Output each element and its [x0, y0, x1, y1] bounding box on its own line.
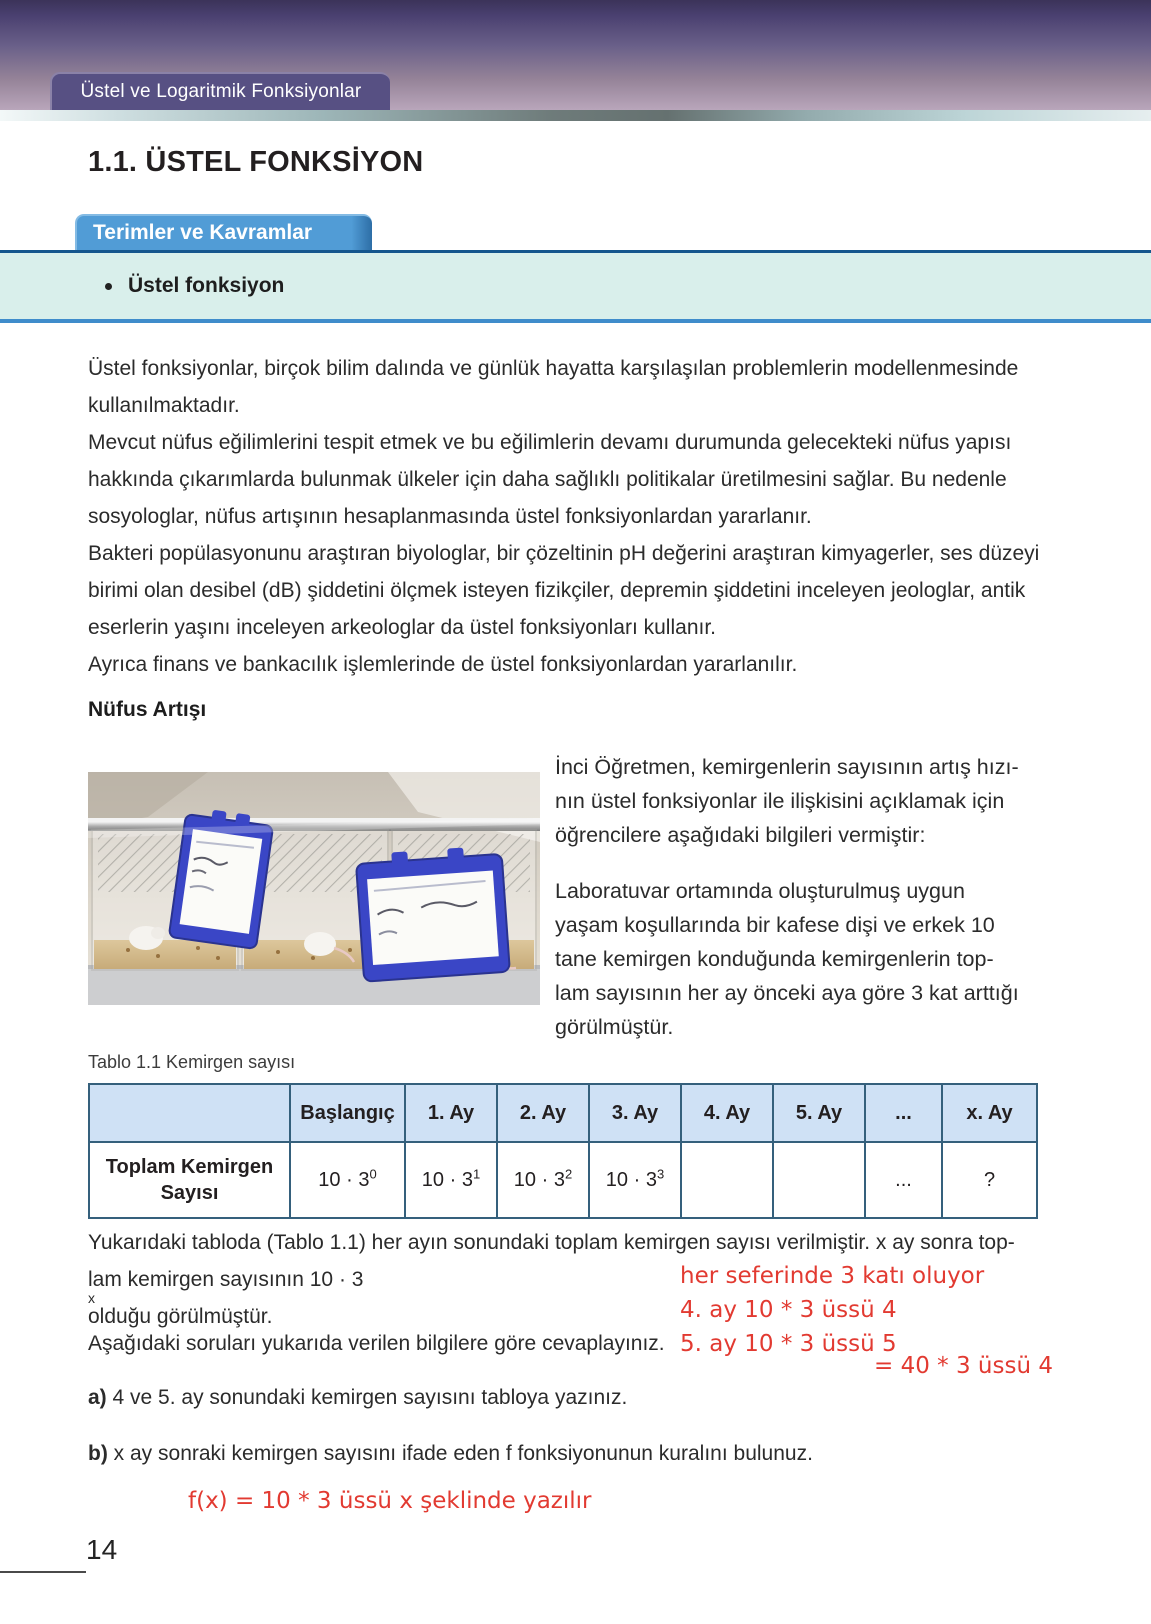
intro-paragraph-2 [88, 424, 1023, 535]
table-header-cell: 5. Ay [773, 1084, 865, 1142]
ink-note-equivalent: = 40 * 3 üssü 4 [874, 1353, 1053, 1379]
text-line: lam sayısının her ay önceki aya göre 3 kat arttığı [555, 981, 1019, 1005]
ink-note-function-rule: f(x) = 10 * 3 üssü x şeklinde yazılır [188, 1488, 592, 1514]
text-line: Üstel fonksiyonlar, birçok bilim dalında ve günlük hayatta karşılaşılan problemlerin modellenmesinde [88, 357, 1019, 380]
value-base: 10 · 3 [513, 1168, 565, 1191]
text-line: sosyologlar, nüfus artışının hesaplanmasında üstel fonksiyonlardan yararlanır. [88, 505, 812, 528]
chapter-tab [50, 72, 390, 110]
value-exponent: 0 [369, 1165, 377, 1181]
text-line: kullanılmaktadır. [88, 394, 240, 417]
text-line: tane kemirgen konduğunda kemirgenlerin top- [555, 947, 994, 971]
table-value-cell [589, 1142, 681, 1218]
table-value-cell [497, 1142, 589, 1218]
table-value-cell [773, 1142, 865, 1218]
question-a [88, 1386, 627, 1410]
table-header-cell: 4. Ay [681, 1084, 773, 1142]
table-value-cell [681, 1142, 773, 1218]
terms-banner-label: Terimler ve Kavramlar [93, 221, 313, 244]
question-a-label: a) [88, 1386, 107, 1409]
table-header-cell: Başlangıç [290, 1084, 405, 1142]
figure-side-text [555, 750, 1025, 1044]
table-data-row [89, 1142, 1037, 1218]
value-base: 10 · 3 [421, 1168, 473, 1191]
intro-paragraph-1 [88, 350, 1023, 424]
table-header-cell [89, 1084, 290, 1142]
intro-paragraph-3 [88, 535, 1040, 683]
text-line: Laboratuvar ortamında oluşturulmuş uygun [555, 879, 965, 903]
text-line: öğrencilere aşağıdaki bilgileri vermiştir: [555, 823, 926, 847]
page-number-rule [0, 1571, 86, 1573]
page-number: 14 [86, 1534, 118, 1565]
value-base: ? [983, 1168, 996, 1191]
text-line: hakkında çıkarımlarda bulunmak ülkeler için daha sağlıklı politikalar üretilmesini sağlar. Bu nedenle [88, 468, 1007, 491]
text-line: yaşam koşullarında bir kafese dişi ve erkek 10 [555, 913, 995, 937]
chapter-header-band [0, 0, 1151, 110]
table-caption: Tablo 1.1 Kemirgen sayısı [88, 1052, 296, 1072]
text-line: Yukarıdaki tabloda (Tablo 1.1) her ayın sonundaki toplam kemirgen sayısı verilmiştir. x ay sonra top- [88, 1231, 1015, 1254]
lab-mice-cages-photo [88, 772, 540, 1005]
text-line: Mevcut nüfus eğilimlerini tespit etmek ve bu eğilimlerin devamı durumunda gelecekteki nüfus yapısı [88, 431, 1012, 454]
value-exponent: 3 [656, 1165, 665, 1181]
value-base: 10 · 3 [605, 1168, 657, 1191]
term-list-item [105, 274, 284, 298]
text-line: nın üstel fonksiyonlar ile ilişkisini açıklamak için [555, 789, 1005, 813]
ink-note-month5: 5. ay 10 * 3 üssü 5 [680, 1331, 897, 1357]
question-b [88, 1442, 813, 1466]
text-line: lam kemirgen sayısının 10 · 3 x olduğu görülmüştür. [88, 1261, 1023, 1335]
text-line: Bakteri popülasyonunu araştıran biyologlar, bir çözeltinin pH değerini araştıran kimyagerler, ses düzeyi [88, 542, 1040, 565]
table-value-cell [865, 1142, 942, 1218]
section-heading: Nüfus Artışı [88, 698, 207, 721]
table-header-row [89, 1084, 1037, 1142]
text-line: İnci Öğretmen, kemirgenlerin sayısının artış hızı- [555, 755, 1019, 779]
terms-banner [75, 214, 372, 250]
question-a-text: 4 ve 5. ay sonundaki kemirgen sayısını tabloya yazınız. [112, 1386, 628, 1409]
text-line: Ayrıca finans ve bankacılık işlemlerinde de üstel fonksiyonlardan yararlanılır. [88, 653, 798, 676]
text-line: görülmüştür. [555, 1015, 674, 1039]
header-accent-stripe [0, 110, 1151, 121]
value-exponent: 1 [472, 1165, 481, 1181]
value-base: 10 · 3 [318, 1168, 370, 1191]
value-base: ... [895, 1168, 912, 1191]
text-tail: olduğu görülmüştür. [88, 1305, 273, 1328]
bullet-icon [105, 283, 112, 290]
table-header-cell: 3. Ay [589, 1084, 681, 1142]
cage-label-card [355, 845, 510, 982]
value-exponent: 2 [564, 1165, 573, 1181]
table-header-cell: ... [865, 1084, 942, 1142]
question-b-label: b) [88, 1442, 108, 1465]
page-title: 1.1. ÜSTEL FONKSİYON [88, 146, 424, 178]
table-header-cell: 2. Ay [497, 1084, 589, 1142]
questions-intro: Aşağıdaki soruları yukarıda verilen bilgilere göre cevaplayınız. [88, 1332, 665, 1355]
ink-note-month4: 4. ay 10 * 3 üssü 4 [680, 1297, 897, 1323]
ink-note-multiplier: her seferinde 3 katı oluyor [680, 1263, 985, 1289]
table-value-cell [942, 1142, 1037, 1218]
text-line: eserlerin yaşını inceleyen arkeologlar da üstel fonksiyonları kullanır. [88, 616, 717, 639]
chapter-tab-label: Üstel ve Logaritmik Fonksiyonlar [80, 81, 362, 102]
text-line: birimi olan desibel (dB) şiddetini ölçmek isteyen fizikçiler, depremin şiddetini inceleyen jeologlar, antik [88, 579, 1026, 602]
table-header-cell: 1. Ay [405, 1084, 497, 1142]
table-value-cell [290, 1142, 405, 1218]
term-label: Üstel fonksiyon [128, 274, 285, 297]
row-label-cell: Toplam Kemirgen Sayısı [89, 1142, 290, 1218]
terms-band [0, 250, 1151, 323]
table-header-cell: x. Ay [942, 1084, 1037, 1142]
question-b-text: x ay sonraki kemirgen sayısını ifade eden f fonksiyonunun kuralını bulunuz. [113, 1442, 813, 1465]
table-value-cell [405, 1142, 497, 1218]
math-base: lam kemirgen sayısının 10 · 3 [88, 1268, 364, 1291]
rodent-count-table [88, 1083, 1038, 1219]
